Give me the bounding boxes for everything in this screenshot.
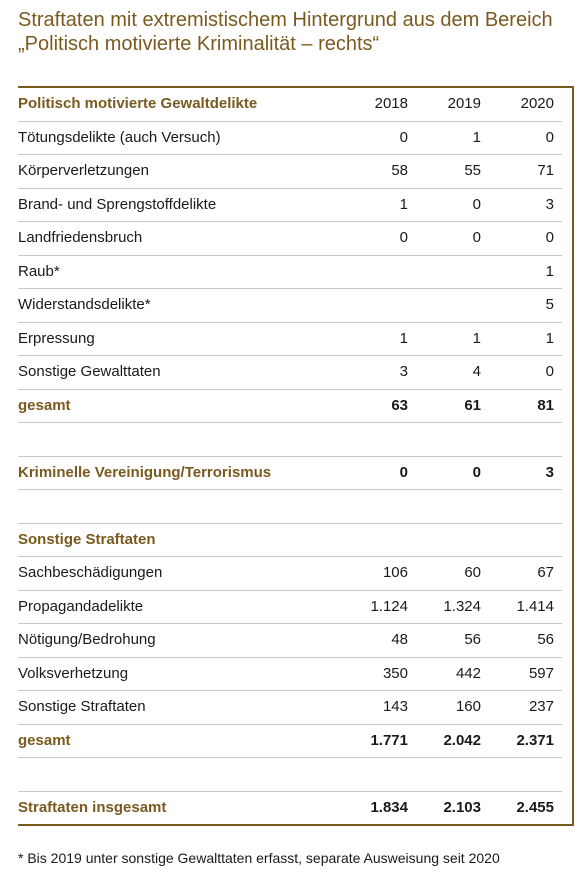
cell-2020: 2.455: [516, 798, 554, 816]
cell-2020: 1.414: [516, 597, 554, 615]
cell-2019: 56: [464, 631, 481, 648]
cell-2020: 71: [537, 162, 554, 179]
cell-2018: 58: [391, 162, 408, 179]
table-row: [18, 256, 562, 290]
cell-2019: 60: [464, 564, 481, 581]
table-row: [18, 189, 562, 223]
cell-2018: 106: [382, 564, 408, 581]
cell-2020: 0: [545, 229, 554, 246]
total-label: gesamt: [18, 731, 71, 749]
cell-2018: 143: [382, 698, 408, 715]
cell-2019: 1: [472, 329, 481, 347]
cell-2020: 67: [537, 564, 554, 581]
cell-2018: 0: [399, 463, 408, 481]
total-label: gesamt: [18, 396, 71, 414]
cell-2020: 597: [528, 664, 554, 682]
cell-2019: 0: [472, 463, 481, 481]
cell-2020: 1: [545, 262, 554, 280]
cell-2020: 0: [545, 128, 554, 146]
table-row: [18, 155, 562, 189]
row-label: Sachbeschädigungen: [18, 564, 163, 581]
table-row: [18, 222, 562, 256]
row-label: Nötigung/Bedrohung: [18, 631, 156, 648]
cell-2018: 0: [399, 128, 408, 146]
grand-total-label: Straftaten insgesamt: [18, 798, 167, 816]
spacer-row: [18, 758, 562, 792]
table-header-row: [18, 88, 562, 122]
spacer-row: [18, 490, 562, 524]
cell-2018: 0: [399, 229, 408, 246]
row-label: Kriminelle Vereinigung/Terrorismus: [18, 463, 272, 481]
grand-total-row: [18, 792, 562, 826]
section-header-other: [18, 524, 562, 558]
spacer-row: [18, 423, 562, 457]
cell-2020: 1: [545, 329, 554, 347]
cell-2019: 2.042: [443, 731, 481, 749]
section-title-violent: Politisch motivierte Gewaltdelikte: [18, 95, 258, 112]
row-label: Widerstandsdelikte*: [18, 296, 151, 313]
cell-2018: 48: [391, 631, 408, 648]
cell-2020: 3: [545, 463, 554, 481]
violent-total-row: [18, 390, 562, 424]
cell-2020: 56: [537, 631, 554, 648]
page-title: Straftaten mit extremistischem Hintergrund aus dem Bereich „Politisch motivierte Kriminalität – rechts“: [18, 9, 553, 55]
cell-2018: 63: [391, 396, 408, 414]
table-row: [18, 323, 562, 357]
year-2019-header: 2019: [447, 95, 481, 112]
table-row: [18, 624, 562, 658]
year-2020-header: 2020: [520, 95, 554, 112]
row-label: Raub*: [18, 262, 60, 280]
table-row: [18, 122, 562, 156]
table-row: [18, 356, 562, 390]
footnote: * Bis 2019 unter sonstige Gewalttaten erfasst, separate Ausweisung seit 2020: [18, 850, 500, 866]
row-label: Sonstige Straftaten: [18, 698, 146, 715]
cell-2018: 1: [399, 329, 408, 347]
cell-2019: 2.103: [443, 798, 481, 816]
cell-2019: 1.324: [443, 597, 481, 615]
cell-2018: 1: [399, 195, 408, 213]
cell-2019: 1: [472, 128, 481, 146]
cell-2018: 3: [399, 363, 408, 380]
cell-2019: 0: [472, 229, 481, 246]
cell-2018: 1.771: [370, 731, 408, 749]
cell-2018: 1.124: [370, 597, 408, 615]
cell-2019: 0: [472, 195, 481, 213]
statistics-table: [18, 88, 562, 825]
table-row: [18, 557, 562, 591]
row-label: Brand- und Sprengstoffdelikte: [18, 195, 217, 213]
row-label: Volksverhetzung: [18, 664, 129, 682]
cell-2020: 0: [545, 363, 554, 380]
cell-2020: 5: [545, 296, 554, 313]
cell-2018: 350: [382, 664, 408, 682]
cell-2019: 55: [464, 162, 481, 179]
cell-2020: 237: [528, 698, 554, 715]
row-label: Körperverletzungen: [18, 162, 149, 179]
table-row: [18, 658, 562, 692]
row-label: Landfriedensbruch: [18, 229, 143, 246]
table-row: [18, 289, 562, 323]
row-label: Tötungsdelikte (auch Versuch): [18, 128, 221, 146]
table-row: [18, 591, 562, 625]
cell-2019: 4: [472, 363, 481, 380]
row-label: Erpressung: [18, 329, 95, 347]
row-label: Sonstige Gewalttaten: [18, 363, 161, 380]
section-title-other: Sonstige Straftaten: [18, 530, 156, 548]
table-row: [18, 691, 562, 725]
cell-2020: 3: [545, 195, 554, 213]
cell-2018: 1.834: [370, 798, 408, 816]
cell-2019: 61: [464, 396, 481, 414]
other-total-row: [18, 725, 562, 759]
row-label: Propagandadelikte: [18, 597, 144, 615]
cell-2020: 2.371: [516, 731, 554, 749]
year-2018-header: 2018: [374, 95, 408, 112]
terror-row: [18, 457, 562, 491]
cell-2019: 160: [455, 698, 481, 715]
cell-2020: 81: [537, 396, 554, 414]
cell-2019: 442: [455, 664, 481, 682]
